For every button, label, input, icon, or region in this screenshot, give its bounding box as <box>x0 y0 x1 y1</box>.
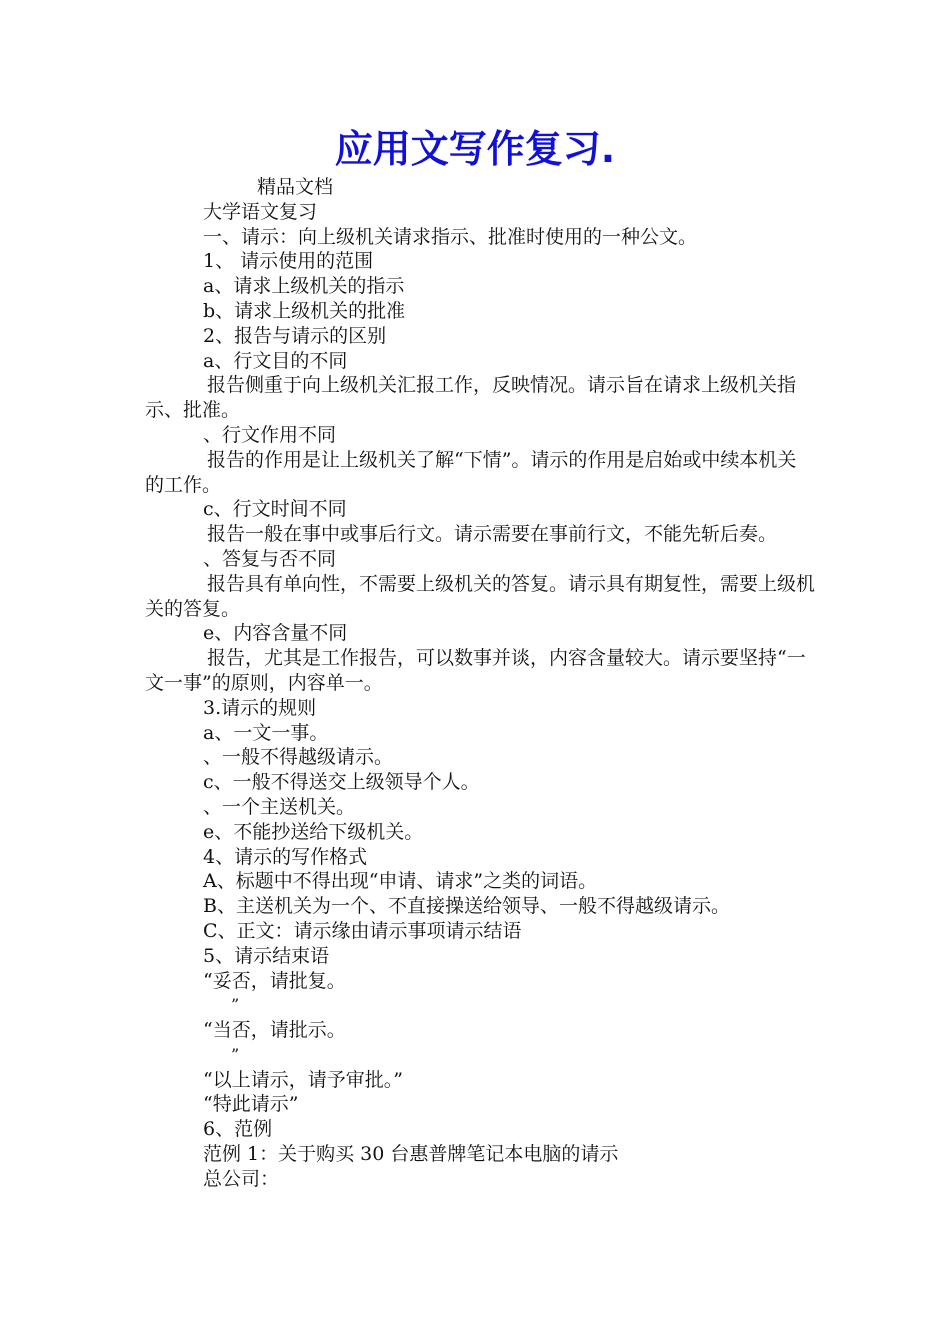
document-line: 、一个主送机关。 <box>203 795 356 818</box>
document-line: ” <box>231 995 240 1015</box>
document-line: 、行文作用不同 <box>203 423 337 446</box>
document-line: 大学语文复习 <box>203 200 318 223</box>
document-line: B、主送机关为一个、不直接操送给领导、一般不得越级请示。 <box>203 895 730 918</box>
document-line: C、正文：请示缘由请示事项请示结语 <box>203 919 522 942</box>
document-line: a、请求上级机关的指示 <box>203 275 405 298</box>
document-line: c、行文时间不同 <box>203 498 347 521</box>
document-line: 总公司： <box>203 1167 280 1190</box>
document-line: 报告，尤其是工作报告，可以数事并谈，内容含量较大。请示要坚持“一文一事”的原则，内容单一。 <box>145 647 806 694</box>
document-title: 应用文写作复习. <box>334 127 616 171</box>
document-line: “妥否，请批复。 <box>203 969 346 992</box>
document-line: 6、范例 <box>203 1118 273 1141</box>
document-line: 一、请示：向上级机关请求指示、批准时使用的一种公文。 <box>203 225 698 248</box>
document-line: “以上请示，请予审批。” <box>203 1068 403 1091</box>
document-line: 2、报告与请示的区别 <box>203 324 387 347</box>
document-line: b、请求上级机关的批准 <box>203 299 406 322</box>
document-line: 3.请示的规则 <box>203 696 317 719</box>
document-line: “当否，请批示。 <box>203 1019 346 1042</box>
document-line: 范例 1：关于购买 30 台惠普牌笔记本电脑的请示 <box>203 1143 619 1166</box>
document-line: e、不能抄送给下级机关。 <box>203 820 424 843</box>
document-body <box>145 175 815 1192</box>
document-line: e、内容含量不同 <box>203 622 348 645</box>
document-line: a、一文一事。 <box>203 721 329 744</box>
document-line: ” <box>231 1044 240 1064</box>
document-line: 报告的作用是让上级机关了解“下情”。请示的作用是启始或中续本机关的工作。 <box>145 448 797 496</box>
document-line: c、一般不得送交上级领导个人。 <box>203 771 480 794</box>
document-line: 精品文档 <box>257 176 334 198</box>
document-line: a、行文目的不同 <box>203 349 348 372</box>
document-line: 报告具有单向性，不需要上级机关的答复。请示具有期复性，需要上级机关的答复。 <box>145 572 816 620</box>
document-line: A、标题中不得出现“申请、请求”之类的词语。 <box>203 870 598 893</box>
document-line: 报告一般在事中或事后行文。请示需要在事前行文，不能先斩后奏。 <box>207 523 778 546</box>
document-line: 1、 请示使用的范围 <box>203 250 374 273</box>
document-line: “特此请示” <box>203 1093 299 1116</box>
document-line: 报告侧重于向上级机关汇报工作，反映情况。请示旨在请求上级机关指示、批准。 <box>145 374 797 422</box>
document-line: 5、请示结束语 <box>203 944 330 967</box>
document-line: 、一般不得越级请示。 <box>203 746 394 769</box>
document-line: 、答复与否不同 <box>203 547 337 570</box>
document-line: 4、请示的写作格式 <box>203 845 368 868</box>
